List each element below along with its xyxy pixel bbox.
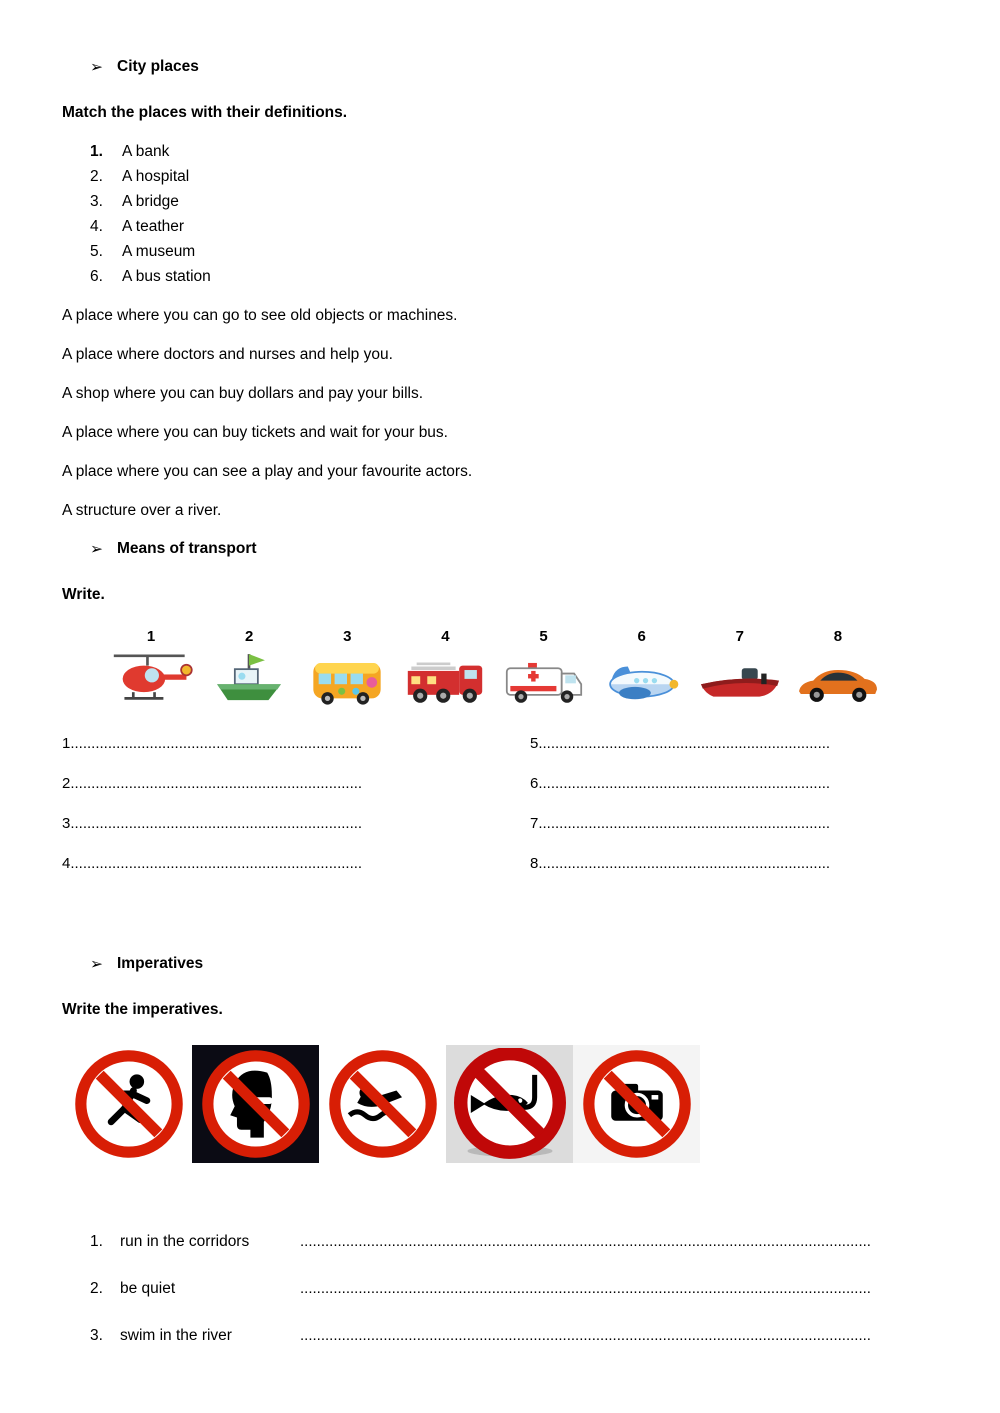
definition-text[interactable]: A place where you can buy tickets and wait for your bus. xyxy=(62,424,448,441)
airplane-icon xyxy=(596,647,688,709)
place-label: A bridge xyxy=(122,193,179,210)
list-item xyxy=(90,218,1000,236)
place-label: A bank xyxy=(122,143,170,160)
list-item xyxy=(90,143,1000,161)
place-label: A teather xyxy=(122,218,185,235)
imperatives-heading xyxy=(90,955,1000,974)
places-list xyxy=(90,143,1000,286)
answer-line[interactable]: 8...................................................................... xyxy=(530,855,831,872)
imperative-row xyxy=(90,1280,1000,1298)
prohibition-signs-row xyxy=(65,1045,1000,1163)
transport-answers xyxy=(62,735,1000,895)
answer-line[interactable]: 4...................................................................... xyxy=(62,855,363,872)
vehicle-cell xyxy=(691,628,789,709)
city-places-title: City places xyxy=(117,58,199,75)
fire-truck-icon xyxy=(399,647,491,709)
vehicle-number: 7 xyxy=(735,628,744,645)
definitions-block xyxy=(0,307,1000,520)
item-number: 1. xyxy=(90,1233,103,1250)
ambulance-icon xyxy=(498,647,590,709)
item-number: 2. xyxy=(90,1280,103,1297)
imperatives-list xyxy=(90,1233,1000,1345)
write-instruction: Write. xyxy=(62,586,105,603)
answer-line[interactable]: 1...................................................................... xyxy=(62,735,363,752)
imperative-row xyxy=(90,1327,1000,1345)
list-item xyxy=(90,193,1000,211)
definition-text[interactable]: A place where doctors and nurses and help you. xyxy=(62,346,393,363)
definition-text[interactable]: A place where you can go to see old objects or machines. xyxy=(62,307,458,324)
no-photography-sign xyxy=(573,1045,700,1163)
vehicle-cell xyxy=(396,628,494,709)
transport-images-strip xyxy=(102,628,887,709)
answer-line[interactable]: ......................................................................................................................................... xyxy=(300,1327,871,1344)
no-running-icon xyxy=(73,1048,185,1160)
definition-text[interactable]: A place where you can see a play and your favourite actors. xyxy=(62,463,473,480)
sports-car-icon xyxy=(792,647,884,709)
no-photography-icon xyxy=(581,1048,693,1160)
no-running-sign xyxy=(65,1045,192,1163)
item-number: 2. xyxy=(90,168,103,185)
item-number: 1. xyxy=(90,143,103,160)
imperative-label: run in the corridors xyxy=(120,1233,250,1250)
answer-line[interactable]: ......................................................................................................................................... xyxy=(300,1280,871,1297)
vehicle-cell xyxy=(593,628,691,709)
van-icon xyxy=(301,647,393,709)
vehicle-number: 4 xyxy=(441,628,450,645)
be-quiet-icon xyxy=(200,1048,312,1160)
no-swimming-icon xyxy=(327,1048,439,1160)
vehicle-number: 6 xyxy=(637,628,646,645)
imperative-row xyxy=(90,1233,1000,1251)
answer-line[interactable]: 7...................................................................... xyxy=(530,815,831,832)
answer-line[interactable]: 6...................................................................... xyxy=(530,775,831,792)
transport-title: Means of transport xyxy=(117,540,257,557)
be-quiet-sign xyxy=(192,1045,319,1163)
boat-icon xyxy=(203,647,295,709)
match-instruction: Match the places with their definitions. xyxy=(62,104,348,121)
arrow-bullet-icon: ➢ xyxy=(90,541,103,558)
item-number: 3. xyxy=(90,193,103,210)
write-imperatives-instruction: Write the imperatives. xyxy=(62,1001,223,1018)
no-fishing-sign xyxy=(446,1045,573,1163)
place-label: A bus station xyxy=(122,268,211,285)
definition-text[interactable]: A structure over a river. xyxy=(62,502,222,519)
transport-heading xyxy=(90,540,1000,559)
vehicle-number: 3 xyxy=(343,628,352,645)
vehicle-cell xyxy=(789,628,887,709)
vehicle-number: 1 xyxy=(146,628,156,645)
list-item xyxy=(90,268,1000,286)
arrow-bullet-icon: ➢ xyxy=(90,956,103,973)
vehicle-number: 8 xyxy=(833,628,843,645)
answers-left-column xyxy=(62,735,530,895)
no-swimming-sign xyxy=(319,1045,446,1163)
item-number: 6. xyxy=(90,268,103,285)
no-fishing-icon xyxy=(454,1048,566,1160)
speedboat-icon xyxy=(694,647,786,709)
list-item xyxy=(90,243,1000,261)
place-label: A museum xyxy=(122,243,196,260)
vehicle-number: 5 xyxy=(539,628,548,645)
arrow-bullet-icon: ➢ xyxy=(90,59,103,76)
answer-line[interactable]: 2...................................................................... xyxy=(62,775,363,792)
imperative-label: be quiet xyxy=(120,1280,176,1297)
helicopter-icon xyxy=(105,647,197,709)
vehicle-cell xyxy=(200,628,298,709)
answer-line[interactable]: ......................................................................................................................................... xyxy=(300,1233,871,1250)
answer-line[interactable]: 5...................................................................... xyxy=(530,735,831,752)
city-places-heading xyxy=(90,58,1000,77)
vehicle-cell xyxy=(102,628,200,709)
imperative-label: swim in the river xyxy=(120,1327,232,1344)
definition-text[interactable]: A shop where you can buy dollars and pay your bills. xyxy=(62,385,424,402)
answer-line[interactable]: 3...................................................................... xyxy=(62,815,363,832)
vehicle-cell xyxy=(298,628,396,709)
place-label: A hospital xyxy=(122,168,190,185)
list-item xyxy=(90,168,1000,186)
item-number: 5. xyxy=(90,243,103,260)
vehicle-cell xyxy=(495,628,593,709)
imperatives-title: Imperatives xyxy=(117,955,204,972)
vehicle-number: 2 xyxy=(245,628,254,645)
answers-right-column xyxy=(530,735,1000,895)
item-number: 3. xyxy=(90,1327,103,1344)
item-number: 4. xyxy=(90,218,103,235)
